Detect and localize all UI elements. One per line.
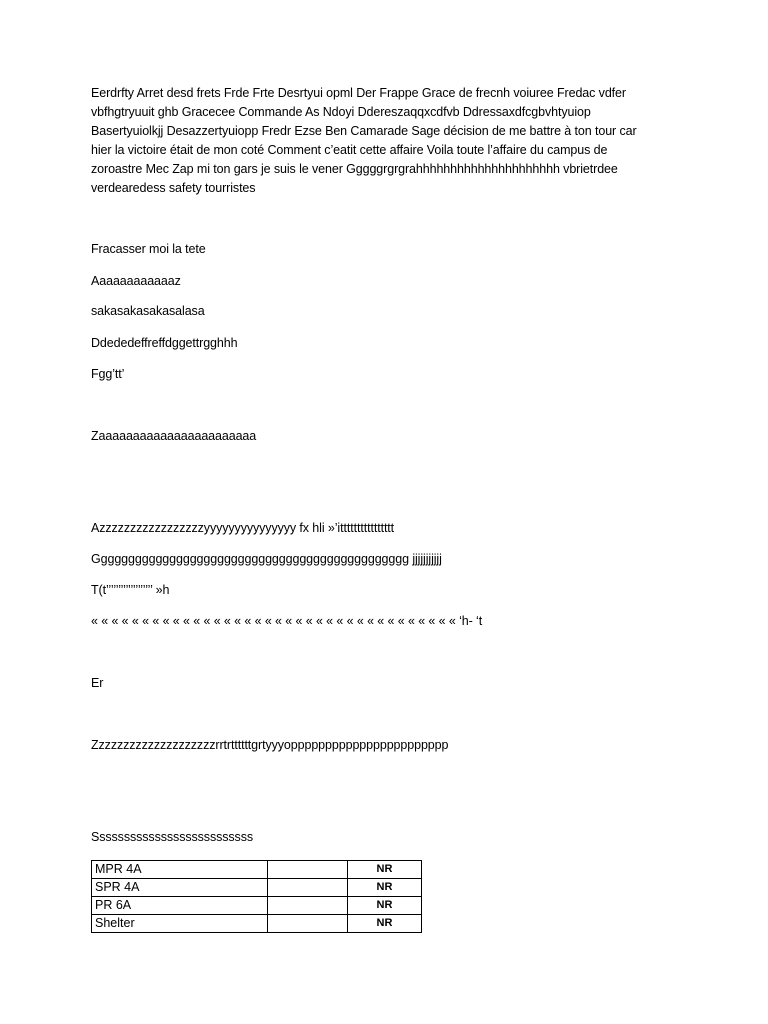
text-line: Gggggggggggggggggggggggggggggggggggggggggggggg jjjjjjjjjjj (91, 552, 442, 566)
table-cell-status: NR (348, 879, 422, 897)
table-cell-empty (268, 879, 348, 897)
table-cell-label: Shelter (92, 915, 268, 933)
paragraph-line: Basertyuiolkjj Desazzertyuiopp Fredr Ezse Ben Camarade Sage décision de me battre à ton tour car (91, 124, 637, 138)
text-line: Fgg’tt’ (91, 367, 125, 381)
table-cell-label: MPR 4A (92, 861, 268, 879)
text-line: « « « « « « « « « « « « « « « « « « « « « « « « « « « « « « « « « « « « ‘h- ‘t (91, 614, 483, 628)
text-line: Zzzzzzzzzzzzzzzzzzzzrrtrttttttgrtyyyoppppppppppppppppppppppp (91, 738, 449, 752)
paragraph-line: hier la victoire était de mon coté Comment c’eatit cette affaire Voila toute l’affaire du campus de (91, 143, 608, 157)
table-row (92, 861, 422, 879)
text-line: Ddededeffreffdggettrgghhh (91, 336, 238, 350)
table-cell-status: NR (348, 915, 422, 933)
text-line: Er (91, 676, 104, 690)
text-line: sakasakasakasalasa (91, 304, 205, 318)
table-cell-label: SPR 4A (92, 879, 268, 897)
table-cell-empty (268, 915, 348, 933)
table-cell-empty (268, 861, 348, 879)
status-table (91, 860, 422, 933)
paragraph-line: Eerdrfty Arret desd frets Frde Frte Desrtyui opml Der Frappe Grace de frecnh voiuree Fredac vdfer (91, 86, 626, 100)
text-line: T(t’’’’’’’’’’’’’’’’’’’ »h (91, 583, 170, 597)
body-paragraph (91, 84, 691, 198)
table-cell-status: NR (348, 897, 422, 915)
table-row (92, 879, 422, 897)
text-line: Azzzzzzzzzzzzzzzzzyyyyyyyyyyyyyyy fx hli »’itttttttttttttttt (91, 521, 395, 535)
paragraph-line: vbfhgtryuuit ghb Gracecee Commande As Ndoyi Ddereszaqqxcdfvb Ddressaxdfcgbvhtyuiop (91, 105, 591, 119)
table-cell-empty (268, 897, 348, 915)
table-row (92, 897, 422, 915)
text-line: Fracasser moi la tete (91, 242, 206, 256)
text-line: Aaaaaaaaaaaaz (91, 274, 181, 288)
table-cell-label: PR 6A (92, 897, 268, 915)
table-row (92, 915, 422, 933)
text-line: Zaaaaaaaaaaaaaaaaaaaaaaa (91, 429, 257, 443)
table-cell-status: NR (348, 861, 422, 879)
paragraph-line: zoroastre Mec Zap mi ton gars je suis le vener Gggggrgrgrahhhhhhhhhhhhhhhhhhhhh vbrietrdee (91, 162, 618, 176)
paragraph-line: verdearedess safety tourristes (91, 181, 256, 195)
text-line: Ssssssssssssssssssssssssss (91, 830, 253, 844)
